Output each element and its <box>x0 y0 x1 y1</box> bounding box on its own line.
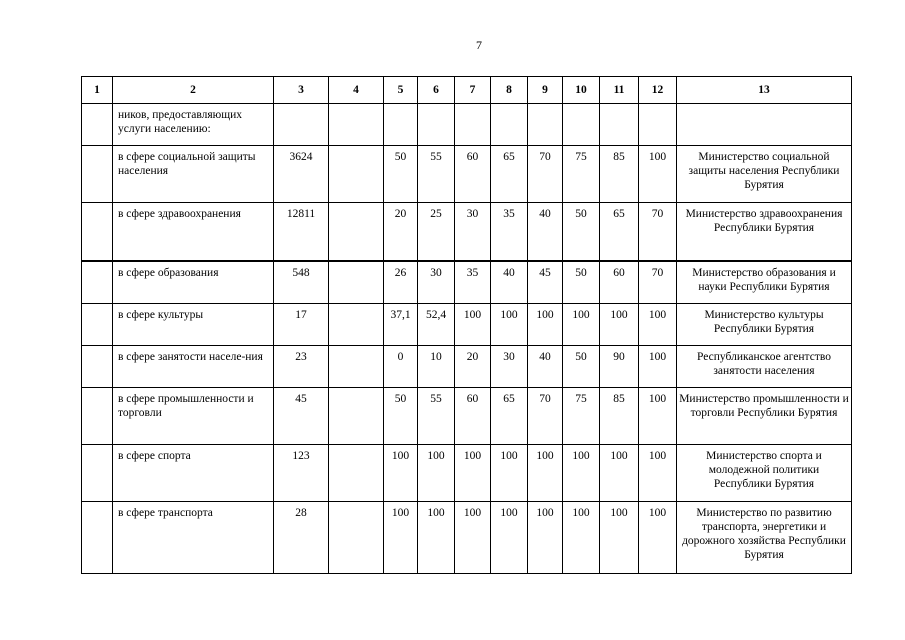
cell-value: 100 <box>639 502 677 574</box>
cell-value <box>563 104 600 146</box>
cell-responsible: Министерство здравоохранения Республики Бурятия <box>677 203 852 262</box>
cell-value: 40 <box>528 203 563 262</box>
header-row <box>82 77 852 104</box>
cell-value: 100 <box>639 388 677 445</box>
cell-value: 65 <box>491 146 528 203</box>
indicator-table <box>81 76 852 574</box>
table-row <box>82 304 852 346</box>
cell-value: 75 <box>563 388 600 445</box>
table-row <box>82 104 852 146</box>
cell-value: 52,4 <box>418 304 455 346</box>
cell-value: 100 <box>491 502 528 574</box>
cell-col4 <box>329 261 384 304</box>
cell-value: 70 <box>528 146 563 203</box>
cell-value: 100 <box>491 445 528 502</box>
cell-value: 100 <box>639 346 677 388</box>
column-header: 6 <box>418 77 455 104</box>
cell-value: 100 <box>639 445 677 502</box>
cell-value: 60 <box>600 261 639 304</box>
cell-value: 25 <box>418 203 455 262</box>
cell-value: 0 <box>384 346 418 388</box>
cell-description: в сфере социальной защиты населения <box>113 146 274 203</box>
column-header: 2 <box>113 77 274 104</box>
cell-base-value: 28 <box>274 502 329 574</box>
cell-description: в сфере промышленности и торговли <box>113 388 274 445</box>
page-number: 7 <box>476 38 482 52</box>
column-header: 11 <box>600 77 639 104</box>
cell-value: 65 <box>491 388 528 445</box>
cell-value <box>491 104 528 146</box>
cell-value: 40 <box>491 261 528 304</box>
cell-value: 100 <box>455 445 491 502</box>
cell-value: 65 <box>600 203 639 262</box>
table-row <box>82 445 852 502</box>
cell-value <box>418 104 455 146</box>
cell-col4 <box>329 304 384 346</box>
cell-responsible: Министерство образования и науки Республики Бурятия <box>677 261 852 304</box>
cell-value: 10 <box>418 346 455 388</box>
cell-value: 85 <box>600 146 639 203</box>
column-header: 5 <box>384 77 418 104</box>
cell-value: 70 <box>639 261 677 304</box>
cell-description: в сфере здравоохранения <box>113 203 274 262</box>
cell-responsible: Министерство по развитию транспорта, энергетики и дорожного хозяйства Республики Бурятия <box>677 502 852 574</box>
column-header: 1 <box>82 77 113 104</box>
cell-number <box>82 304 113 346</box>
cell-value: 100 <box>528 304 563 346</box>
column-header: 4 <box>329 77 384 104</box>
cell-value: 100 <box>563 445 600 502</box>
cell-col4 <box>329 346 384 388</box>
cell-value: 100 <box>639 146 677 203</box>
cell-number <box>82 203 113 262</box>
cell-number <box>82 104 113 146</box>
table-row <box>82 146 852 203</box>
cell-value: 40 <box>528 346 563 388</box>
cell-value: 50 <box>384 388 418 445</box>
cell-base-value: 548 <box>274 261 329 304</box>
cell-value: 50 <box>563 261 600 304</box>
cell-col4 <box>329 146 384 203</box>
cell-number <box>82 445 113 502</box>
cell-value <box>639 104 677 146</box>
cell-description: в сфере спорта <box>113 445 274 502</box>
cell-value: 100 <box>418 502 455 574</box>
cell-responsible: Министерство социальной защиты населения Республики Бурятия <box>677 146 852 203</box>
cell-value: 100 <box>491 304 528 346</box>
cell-description: в сфере культуры <box>113 304 274 346</box>
cell-value: 30 <box>491 346 528 388</box>
cell-value: 100 <box>528 502 563 574</box>
cell-value: 55 <box>418 388 455 445</box>
cell-responsible <box>677 104 852 146</box>
cell-description: в сфере занятости населе-ния <box>113 346 274 388</box>
cell-base-value: 17 <box>274 304 329 346</box>
cell-value: 35 <box>491 203 528 262</box>
cell-col4 <box>329 104 384 146</box>
cell-value: 35 <box>455 261 491 304</box>
column-header: 9 <box>528 77 563 104</box>
cell-number <box>82 261 113 304</box>
cell-description: ников, предоставляющих услуги населению: <box>113 104 274 146</box>
column-header: 13 <box>677 77 852 104</box>
table-row <box>82 502 852 574</box>
column-header: 3 <box>274 77 329 104</box>
cell-value: 100 <box>418 445 455 502</box>
cell-number <box>82 346 113 388</box>
cell-value: 85 <box>600 388 639 445</box>
cell-value: 60 <box>455 146 491 203</box>
cell-value: 100 <box>528 445 563 502</box>
cell-value: 26 <box>384 261 418 304</box>
cell-value: 100 <box>563 502 600 574</box>
cell-number <box>82 502 113 574</box>
cell-value: 100 <box>600 445 639 502</box>
table-row <box>82 388 852 445</box>
cell-value <box>384 104 418 146</box>
cell-value: 100 <box>455 502 491 574</box>
cell-value: 70 <box>528 388 563 445</box>
cell-value: 30 <box>455 203 491 262</box>
cell-col4 <box>329 388 384 445</box>
column-header: 12 <box>639 77 677 104</box>
cell-value <box>455 104 491 146</box>
cell-col4 <box>329 445 384 502</box>
cell-responsible: Министерство культуры Республики Бурятия <box>677 304 852 346</box>
cell-base-value: 123 <box>274 445 329 502</box>
cell-value: 50 <box>563 346 600 388</box>
column-header: 7 <box>455 77 491 104</box>
cell-value: 75 <box>563 146 600 203</box>
cell-value: 20 <box>384 203 418 262</box>
table-row <box>82 203 852 262</box>
table-row <box>82 346 852 388</box>
cell-value: 100 <box>639 304 677 346</box>
cell-value: 30 <box>418 261 455 304</box>
cell-value: 55 <box>418 146 455 203</box>
cell-base-value: 23 <box>274 346 329 388</box>
cell-value: 45 <box>528 261 563 304</box>
cell-col4 <box>329 203 384 262</box>
cell-value: 50 <box>384 146 418 203</box>
cell-value: 90 <box>600 346 639 388</box>
cell-base-value <box>274 104 329 146</box>
cell-value: 70 <box>639 203 677 262</box>
cell-value <box>528 104 563 146</box>
cell-value: 60 <box>455 388 491 445</box>
cell-base-value: 12811 <box>274 203 329 262</box>
cell-description: в сфере транспорта <box>113 502 274 574</box>
cell-value: 50 <box>563 203 600 262</box>
cell-value <box>600 104 639 146</box>
column-header: 10 <box>563 77 600 104</box>
cell-col4 <box>329 502 384 574</box>
cell-value: 20 <box>455 346 491 388</box>
cell-number <box>82 146 113 203</box>
cell-value: 100 <box>384 502 418 574</box>
cell-description: в сфере образования <box>113 261 274 304</box>
cell-value: 100 <box>600 502 639 574</box>
column-header: 8 <box>491 77 528 104</box>
cell-responsible: Министерство спорта и молодежной политики Республики Бурятия <box>677 445 852 502</box>
cell-value: 100 <box>384 445 418 502</box>
cell-responsible: Министерство промышленности и торговли Республики Бурятия <box>677 388 852 445</box>
cell-value: 100 <box>600 304 639 346</box>
cell-base-value: 45 <box>274 388 329 445</box>
cell-value: 100 <box>455 304 491 346</box>
cell-value: 100 <box>563 304 600 346</box>
table-row <box>82 261 852 304</box>
cell-value: 37,1 <box>384 304 418 346</box>
cell-number <box>82 388 113 445</box>
cell-responsible: Республиканское агентство занятости населения <box>677 346 852 388</box>
cell-base-value: 3624 <box>274 146 329 203</box>
